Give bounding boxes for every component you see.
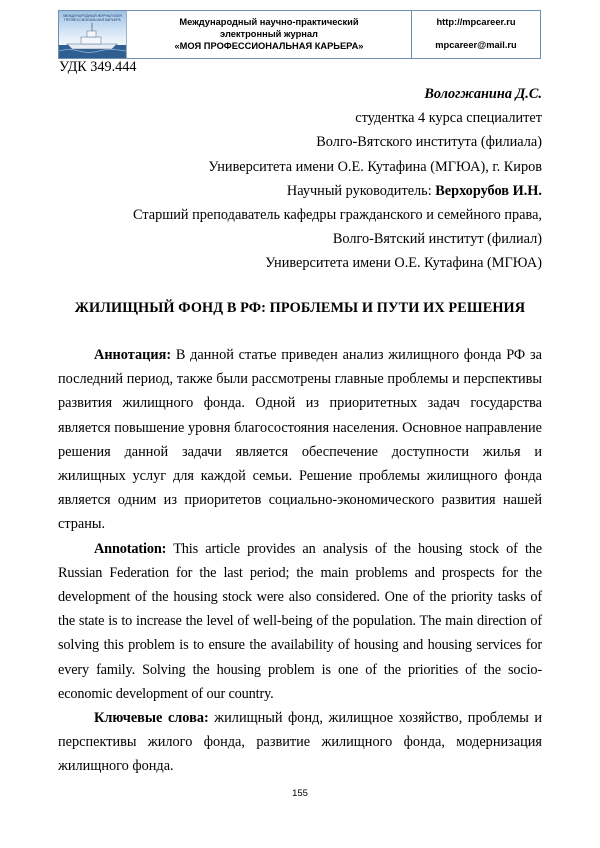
udk-code: УДК 349.444 xyxy=(59,59,137,75)
keywords xyxy=(58,706,542,779)
annotation-ru-label: Аннотация: xyxy=(94,347,172,363)
article-body xyxy=(58,343,542,779)
article-title: ЖИЛИЩНЫЙ ФОНД В РФ: ПРОБЛЕМЫ И ПУТИ ИХ РЕШЕНИЯ xyxy=(74,300,526,316)
ship-icon xyxy=(59,11,126,58)
supervisor-line xyxy=(58,179,542,203)
journal-title xyxy=(127,11,412,58)
author-block xyxy=(58,82,542,276)
supervisor-institute: Волго-Вятский институт (филиал) xyxy=(332,231,542,248)
keywords-text: жилищный фонд, жилищное хозяйство, проблемы и перспективы жилого фонда, развитие жилищного фонда, модернизация жилищного фонда. xyxy=(58,710,542,775)
journal-url[interactable]: http://mpcareer.ru xyxy=(436,17,516,27)
supervisor-name: Верхорубов И.Н. xyxy=(435,182,542,199)
journal-contacts xyxy=(412,11,540,58)
journal-header xyxy=(58,10,541,59)
journal-email[interactable]: mpcareer@mail.ru xyxy=(435,40,517,50)
logo-text: МЕЖДУНАРОДНЫЙ ЖУРНАЛ МОЯ ПРОФЕССИОНАЛЬНАЯ КАРЬЕРА xyxy=(63,14,122,22)
supervisor-university: Университета имени О.Е. Кутафина (МГЮА) xyxy=(265,255,542,272)
annotation-en-label: Annotation: xyxy=(94,540,167,557)
annotation-ru xyxy=(58,343,542,537)
journal-logo xyxy=(59,11,127,58)
annotation-en-text: This article provides an analysis of the housing stock of the Russian Federation for the last period; the main problems and prospects for the development of the housing stock were also considered. One of the priority tasks of the state is to increase the level of well-being of the population. The main direction of solving this problem is to ensure the availability of housing and housing services for every family. Solving the housing problem is one of the priorities of the socio-economic development of our country. xyxy=(58,540,542,702)
keywords-label: Ключевые слова: xyxy=(94,710,209,727)
author-position: студентка 4 курса специалитет xyxy=(355,110,542,127)
journal-title-line2: электронный журнал xyxy=(220,29,318,39)
author-institute: Волго-Вятского института (филиала) xyxy=(316,134,542,151)
journal-title-line3: «МОЯ ПРОФЕССИОНАЛЬНАЯ КАРЬЕРА» xyxy=(174,41,364,51)
supervisor-position: Старший преподаватель кафедры гражданского и семейного права, xyxy=(132,207,542,224)
annotation-ru-text: В данной статье приведен анализ жилищного фонда РФ за последний период, также были рассмотрены главные проблемы и перспективы развития жилищного фонда. Одной из приоритетных задач государства является повышение уровня благосостояния населения. Основное направление решения данной задачи является обеспечение доступности жилья и жилищных услуг для каждой семьи. Решение проблемы жилищного фонда является одним из приоритетов социально-экономического развития нашей страны. xyxy=(58,347,542,533)
author-university: Университета имени О.Е. Кутафина (МГЮА), г. Киров xyxy=(208,158,542,175)
annotation-en xyxy=(58,537,542,706)
author-name: Вологжанина Д.С. xyxy=(424,86,542,102)
page-number: 155 xyxy=(292,788,308,799)
supervisor-label: Научный руководитель: xyxy=(286,182,432,199)
journal-title-line1: Международный научно-практический xyxy=(179,17,359,27)
